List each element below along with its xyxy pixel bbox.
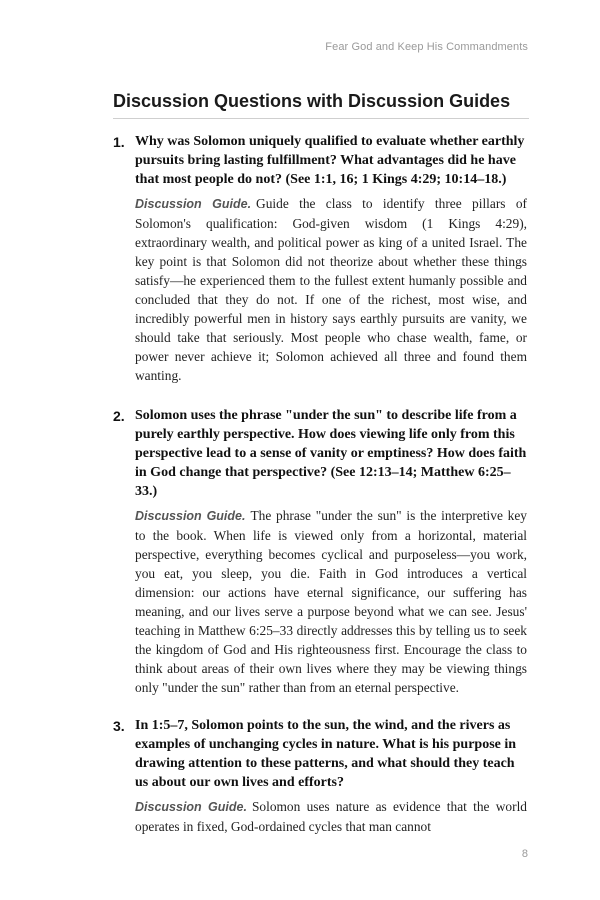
discussion-question-3	[113, 716, 527, 836]
page-number: 8	[521, 848, 528, 860]
question-number: 3.	[113, 718, 125, 734]
discussion-question-2	[113, 406, 527, 697]
discussion-guide-text: The phrase "under the sun" is the interpretive key to the book. When life is viewed only from a horizontal, material perspective, everything becomes cyclical and purposeless—you work, you eat, you sleep, you die. Faith in God introduces a vertical dimension: our actions have eternal significance, our suffering has meaning, and our lives serve a purpose beyond what we can see. Jesus' teaching in Matthew 6:25–33 directly addresses this by telling us to seek the kingdom of God and His righteousness first. Encourage the class to think about areas of their own lives where they may be viewing things only "under the sun" rather than from an eternal perspective.	[135, 508, 527, 695]
discussion-question-list	[113, 132, 527, 836]
title-divider	[113, 118, 529, 119]
section-title: Discussion Questions with Discussion Guides	[113, 91, 511, 111]
discussion-guide-label: Discussion Guide.	[135, 509, 246, 523]
discussion-question-1	[113, 132, 527, 385]
question-text: Why was Solomon uniquely qualified to evaluate whether earthly pursuits bring lasting fulfillment? What advantages did he have that most people do not? (See 1:1, 16; 1 Kings 4:29; 10:14–18.)	[135, 134, 525, 187]
discussion-guide	[135, 797, 527, 836]
discussion-guide-label: Discussion Guide.	[135, 800, 247, 814]
discussion-guide-text: Solomon uses nature as evidence that the world operates in fixed, God-ordained cycles that man cannot	[135, 799, 527, 834]
discussion-guide-text: Guide the class to identify three pillars of Solomon's qualification: God-given wisdom (1 Kings 4:29), extraordinary wealth, and political power as king of a united Israel. The key point is that Solomon did not theorize about whether these things satisfy—he experienced them to the fullest extent humanly possible and concluded that they do not. If one of the richest, most wise, and incredibly powerful men in history says earthly pursuits are vanity, we should take that seriously. Most people who chase wealth, fame, or power never achieve it; Solomon achieved all three and found them wanting.	[135, 196, 527, 383]
discussion-guide	[135, 194, 527, 385]
question-number: 1.	[113, 134, 125, 150]
question-text: In 1:5–7, Solomon points to the sun, the wind, and the rivers as examples of unchanging cycles in nature. What is his purpose in drawing attention to these patterns, and what should they teach us about our own lives and efforts?	[135, 718, 517, 790]
running-header: Fear God and Keep His Commandments	[325, 41, 528, 53]
question-number: 2.	[113, 408, 125, 424]
question-text: Solomon uses the phrase "under the sun" to describe life from a purely earthly perspective. How does viewing life only from this perspective lead to a sense of vanity or emptiness? How does faith in God change that perspective? (See 12:13–14; Matthew 6:25–33.)	[135, 408, 527, 499]
discussion-guide-label: Discussion Guide.	[135, 197, 252, 211]
discussion-guide	[135, 506, 527, 697]
